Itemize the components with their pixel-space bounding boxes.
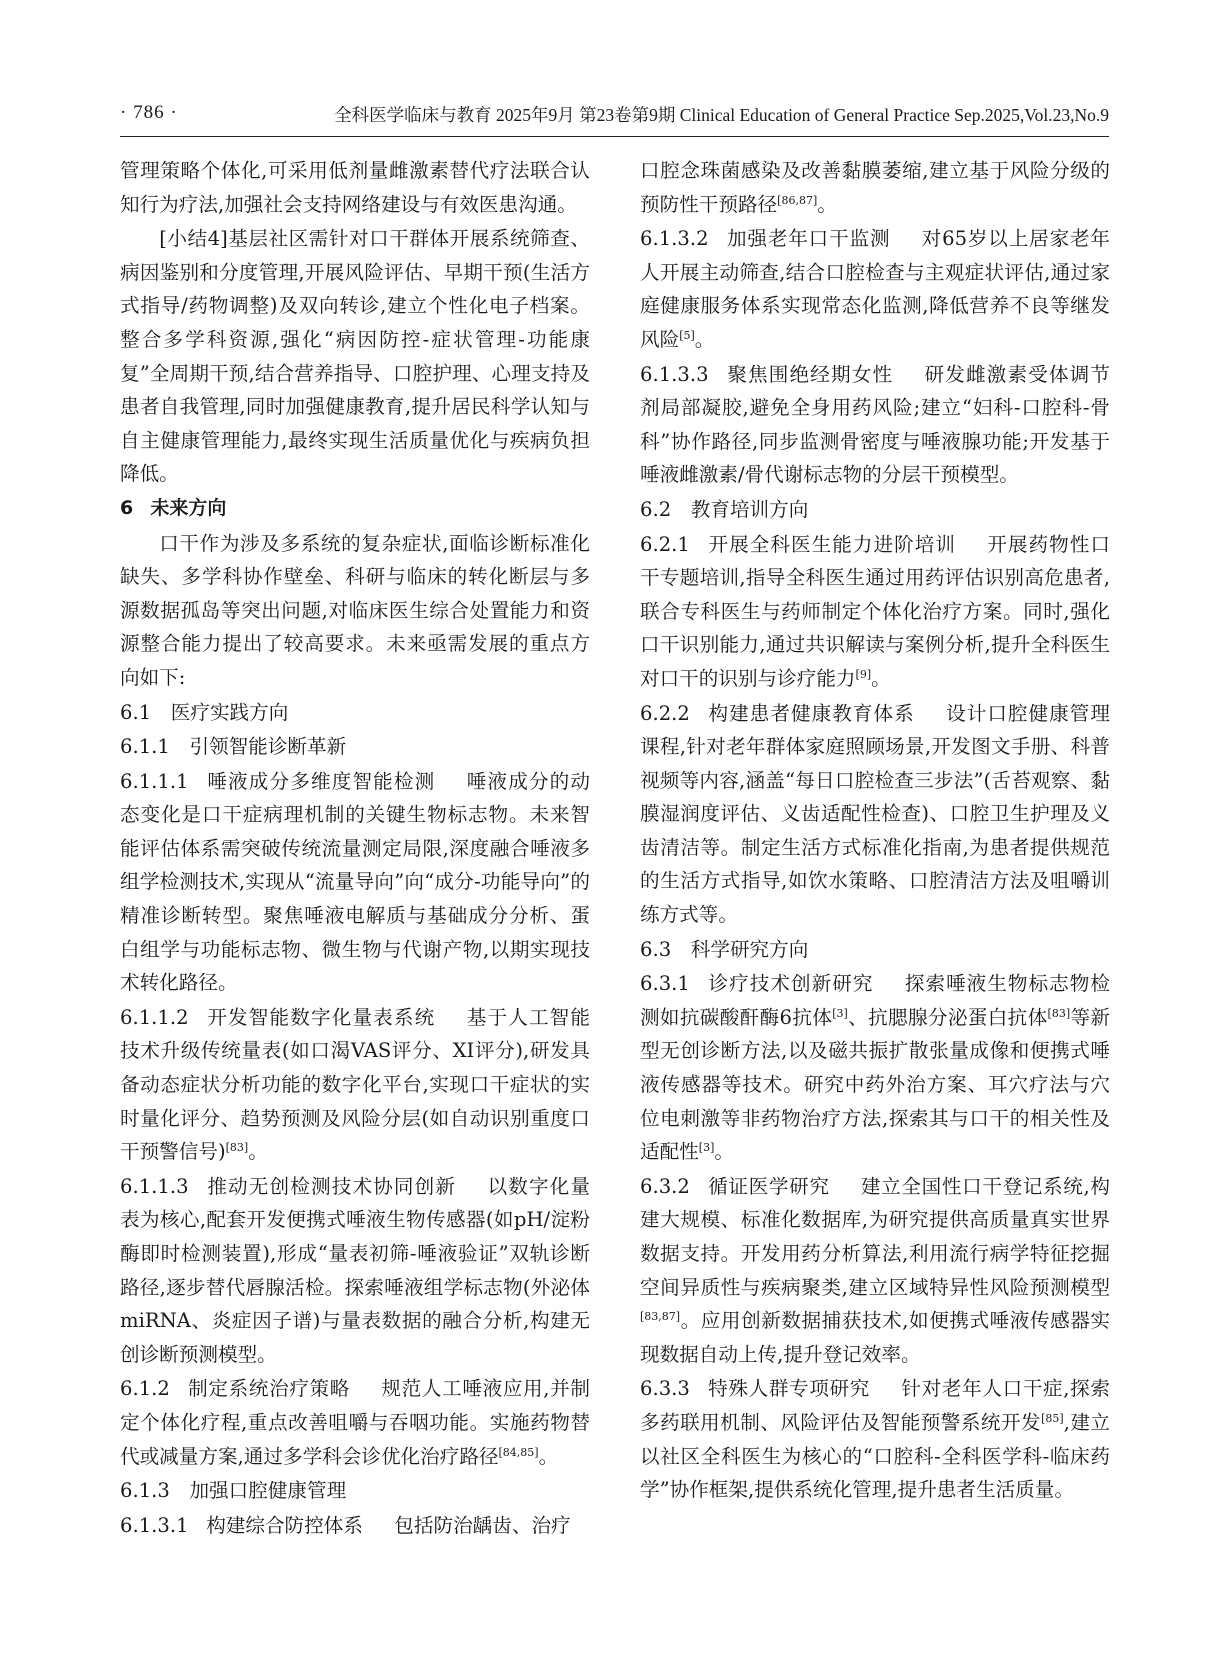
subsection-6-1-3-1: 6.1.3.1 构建综合防控体系 包括防治龋齿、治疗: [120, 1513, 571, 1537]
page-number: · 786 ·: [120, 102, 178, 123]
citation: [9]: [855, 667, 872, 681]
subsection-6-1-1-2: 6.1.1.2 开发智能数字化量表系统 基于人工智能技术升级传统量表(如口渴VAS评分、XI评分),研发具备动态症状分析功能的数字化平台,实现口干症状的实时量化评分、趋势预测及风险分层(如自动识别重度口干预警信号)[83]。: [120, 1005, 591, 1164]
subsection-6-3-2: 6.3.2 循证医学研究 建立全国性口干登记系统,构建大规模、标准化数据库,为研究提供高质量真实世界数据支持。开发用药分析算法,利用流行病学特征挖掘空间异质性与疾病聚类,建立区域特异性风险预测模型[83,87]。应用创新数据捕获技术,如便携式唾液传感器实现数据自动上传,提升登记效率。: [640, 1174, 1111, 1366]
citation: [85]: [1041, 1411, 1064, 1425]
summary-label: [小结4]: [159, 227, 228, 251]
citation: [83]: [225, 1141, 249, 1155]
section-heading-6-2: 6.2 教育培训方向: [640, 497, 809, 521]
subsection-6-1-1-3: 6.1.1.3 推动无创检测技术协同创新 以数字化量表为核心,配套开发便携式唾液生物传感器(如pH/淀粉酶即时检测装置),形成“量表初筛-唾液验证”双轨诊断路径,逐步替代唇腺活检。探索唾液组学标志物(外泌体miRNA、炎症因子谱)与量表数据的融合分析,构建无创诊断预测模型。: [120, 1174, 591, 1366]
section-heading-6: 6 未来方向: [120, 496, 227, 519]
section-heading-6-1-1: 6.1.1 引领智能诊断革新: [120, 735, 347, 759]
journal-info: 全科医学临床与教育 2025年9月 第23卷第9期 Clinical Education of General Practice Sep.2025,Vol.23,No.9: [334, 105, 1109, 125]
subsection-6-3-3: 6.3.3 特殊人群专项研究 针对老年人口干症,探索多药联用机制、风险评估及智能预警系统开发[85],建立以社区全科医生为核心的“口腔科-全科医学科-临床药学”协作框架,提供系统化管理,提升患者生活质量。: [640, 1377, 1111, 1502]
paragraph-continued: 口腔念珠菌感染及改善黏膜萎缩,建立基于风险分级的预防性干预路径[86,87]。: [640, 159, 1110, 216]
citation: [84,85]: [498, 1445, 539, 1459]
subsection-6-2-1: 6.2.1 开展全科医生能力进阶培训 开展药物性口干专题培训,指导全科医生通过用药评估识别高危患者,联合专科医生与药师制定个体化治疗方案。同时,强化口干识别能力,通过共识解读与案例分析,提升全科医生对口干的识别与诊疗能力[9]。: [640, 532, 1111, 690]
section-heading-6-1-3: 6.1.3 加强口腔健康管理: [120, 1479, 347, 1503]
subsection-6-1-1-1: 6.1.1.1 唾液成分多维度智能检测 唾液成分的动态变化是口干症病理机制的关键生物标志物。未来智能评估体系需突破传统流量测定局限,深度融合唾液多组学检测技术,实现从“流量导向”向“成分-功能导向”的精准诊断转型。聚焦唾液电解质与基础成分分析、蛋白组学与功能标志物、微生物与代谢产物,以期实现技术转化路径。: [120, 769, 591, 995]
citation: [83]: [1047, 1006, 1071, 1020]
section-heading-6-1: 6.1 医疗实践方向: [120, 700, 289, 724]
citation: [3]: [832, 1006, 848, 1020]
subsection-6-1-3-3: 6.1.3.3 聚焦围绝经期女性 研发雌激素受体调节剂局部凝胶,避免全身用药风险;建立“妇科-口腔科-骨科”协作路径,同步监测骨密度与唾液腺功能;开发基于唾液雌激素/骨代谢标志物的分层干预模型。: [640, 362, 1111, 487]
section-heading-6-3: 6.3 科学研究方向: [640, 937, 809, 961]
subsection-6-3-1: 6.3.1 诊疗技术创新研究 探索唾液生物标志物检测如抗碳酸酐酶6抗体[3]、抗腮腺分泌蛋白抗体[83]等新型无创诊断方法,以及磁共振扩散张量成像和便携式唾液传感器等技术。研究中药外治方案、耳穴疗法与穴位电刺激等非药物治疗方法,探索其与口干的相关性及适配性[3]。: [640, 972, 1111, 1164]
summary-paragraph: [小结4]基层社区需针对口干群体开展系统筛查、病因鉴别和分度管理,开展风险评估、早期干预(生活方式指导/药物调整)及双向转诊,建立个性化电子档案。整合多学科资源,强化“病因防控-症状管理-功能康复”全周期干预,结合营养指导、口腔护理、心理支持及患者自我管理,同时加强健康教育,提升居民科学认知与自主健康管理能力,最终实现生活质量优化与疾病负担降低。: [120, 227, 590, 486]
paragraph: 管理策略个体化,可采用低剂量雌激素替代疗法联合认知行为疗法,加强社会支持网络建设与有效医患沟通。: [120, 159, 590, 216]
subsection-6-1-3-2: 6.1.3.2 加强老年口干监测 对65岁以上居家老年人开展主动筛查,结合口腔检查与主观症状评估,通过家庭健康服务体系实现常态化监测,降低营养不良等继发风险[5]。: [640, 227, 1110, 351]
left-column: [120, 154, 590, 1543]
citation: [3]: [698, 1141, 715, 1155]
citation: [86,87]: [777, 193, 818, 207]
right-column: [640, 154, 1110, 1508]
subsection-6-1-2: 6.1.2 制定系统治疗策略 规范人工唾液应用,并制定个体化疗程,重点改善咀嚼与吞咽功能。实施药物替代或减量方案,通过多学科会诊优化治疗路径[84,85]。: [120, 1377, 590, 1468]
subsection-6-2-2: 6.2.2 构建患者健康教育体系 设计口腔健康管理课程,针对老年群体家庭照顾场景,开发图文手册、科普视频等内容,涵盖“每日口腔检查三步法”(舌苔观察、黏膜湿润度评估、义齿适配性检查)、口腔卫生护理及义齿清洁等。制定生活方式标准化指南,为患者提供规范的生活方式指导,如饮水策略、口腔清洁方法及咀嚼训练方式等。: [640, 701, 1111, 927]
citation: [5]: [679, 328, 695, 342]
running-header: [120, 96, 1109, 137]
paragraph: 口干作为涉及多系统的复杂症状,面临诊断标准化缺失、多学科协作壁垒、科研与临床的转化断层与多源数据孤岛等突出问题,对临床医生综合处置能力和资源整合能力提出了较高要求。未来亟需发展的重点方向如下:: [120, 531, 590, 689]
citation: [83,87]: [640, 1310, 681, 1324]
